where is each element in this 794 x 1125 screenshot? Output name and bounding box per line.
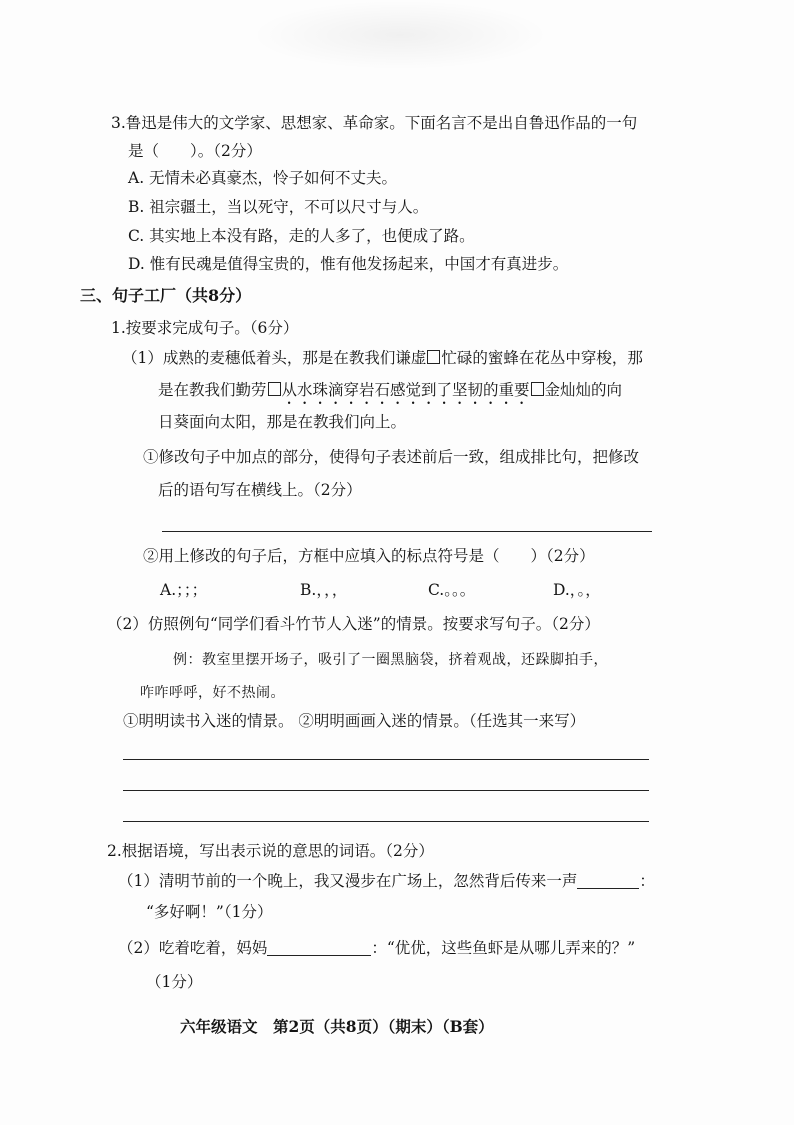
page-footer: 六年级语文 第2页（共8页）（期末）（B套） (180, 1017, 494, 1036)
q2-p2-line1: （2）吃着吃着，妈妈 ：“优优，这些鱼虾是从哪儿弄来的？” (118, 939, 636, 957)
example-line1: 例：教室里摆开场子，吸引了一圈黑脑袋，挤着观战，还跺脚拍手， (173, 652, 608, 668)
q2-p2-score: （1分） (146, 973, 203, 991)
q1-sub2: ②用上修改的句子后，方框中应填入的标点符号是（ ）（2分） (143, 547, 595, 565)
choice-a: A.；；； (160, 581, 208, 599)
q2-title: 2.根据语境，写出表示说的意思的词语。（2分） (107, 842, 434, 860)
q1-p2-title: （2）仿照例句“同学们看斗竹节人入迷”的情景。按要求写句子。（2分） (107, 615, 600, 633)
q2-p1-line2: “多好啊！”（1分） (146, 903, 273, 921)
q1-p1-line2: 是在教我们勤劳 从水珠滴穿岩石感觉到了坚韧的重要 金灿灿的向 (158, 381, 623, 399)
answer-line[interactable] (123, 790, 649, 791)
q1-sub1-line2: 后的语句写在横线上。（2分） (158, 481, 362, 499)
choice-b: B.，，， (300, 581, 348, 599)
punctuation-box (268, 382, 281, 396)
q3-option-b: B. 祖宗疆土，当以死守，不可以尺寸与人。 (128, 198, 429, 216)
q3-stem-line2: 是（ ）。（2分） (128, 142, 262, 160)
fill-blank[interactable] (577, 874, 639, 889)
section-heading: 三、句子工厂（共8分） (80, 286, 252, 305)
answer-line[interactable] (123, 759, 649, 760)
choice-d: D.，。， (553, 581, 601, 599)
example-line2: 咋咋呼呼，好不热闹。 (140, 685, 285, 701)
q3-option-a: A. 无情未必真豪杰，怜子如何不丈夫。 (128, 169, 398, 187)
punctuation-box (427, 350, 440, 364)
emphasis-dotted-text: 感觉到了坚韧的重要 (390, 381, 530, 399)
q3-stem-line1: 3.鲁迅是伟大的文学家、思想家、革命家。下面名言不是出自鲁迅作品的一句 (111, 114, 638, 132)
fill-blank[interactable] (267, 941, 371, 956)
punctuation-box (531, 382, 544, 396)
choice-c: C.。。。 (428, 581, 476, 599)
emphasis-dotted-text: 从水珠滴穿岩石 (281, 381, 391, 399)
q3-option-c: C. 其实地上本没有路，走的人多了，也便成了路。 (128, 227, 475, 245)
q1-sub1-line1: ①修改句子中加点的部分，使得句子表述前后一致，组成排比句，把修改 (143, 448, 640, 466)
q1-p1-line3: 日葵面向太阳，那是在教我们向上。 (158, 413, 407, 431)
q1-p1-line1: （1）成熟的麦穗低着头，那是在教我们谦虚 忙碌的蜜蜂在花丛中穿梭，那 (122, 349, 643, 367)
q1-title: 1.按要求完成句子。（6分） (111, 319, 299, 337)
q3-option-d: D. 惟有民魂是值得宝贵的，惟有他发扬起来，中国才有真进步。 (128, 255, 569, 273)
q2-p1-line1: （1）清明节前的一个晚上，我又漫步在广场上，忽然背后传来一声 ： (118, 872, 655, 890)
answer-line[interactable] (123, 821, 649, 822)
write-choice-prompt: ①明明读书入迷的情景。 ②明明画画入迷的情景。（任选其一来写） (123, 712, 586, 730)
scan-shadow (250, 0, 550, 70)
answer-line[interactable] (162, 531, 652, 532)
